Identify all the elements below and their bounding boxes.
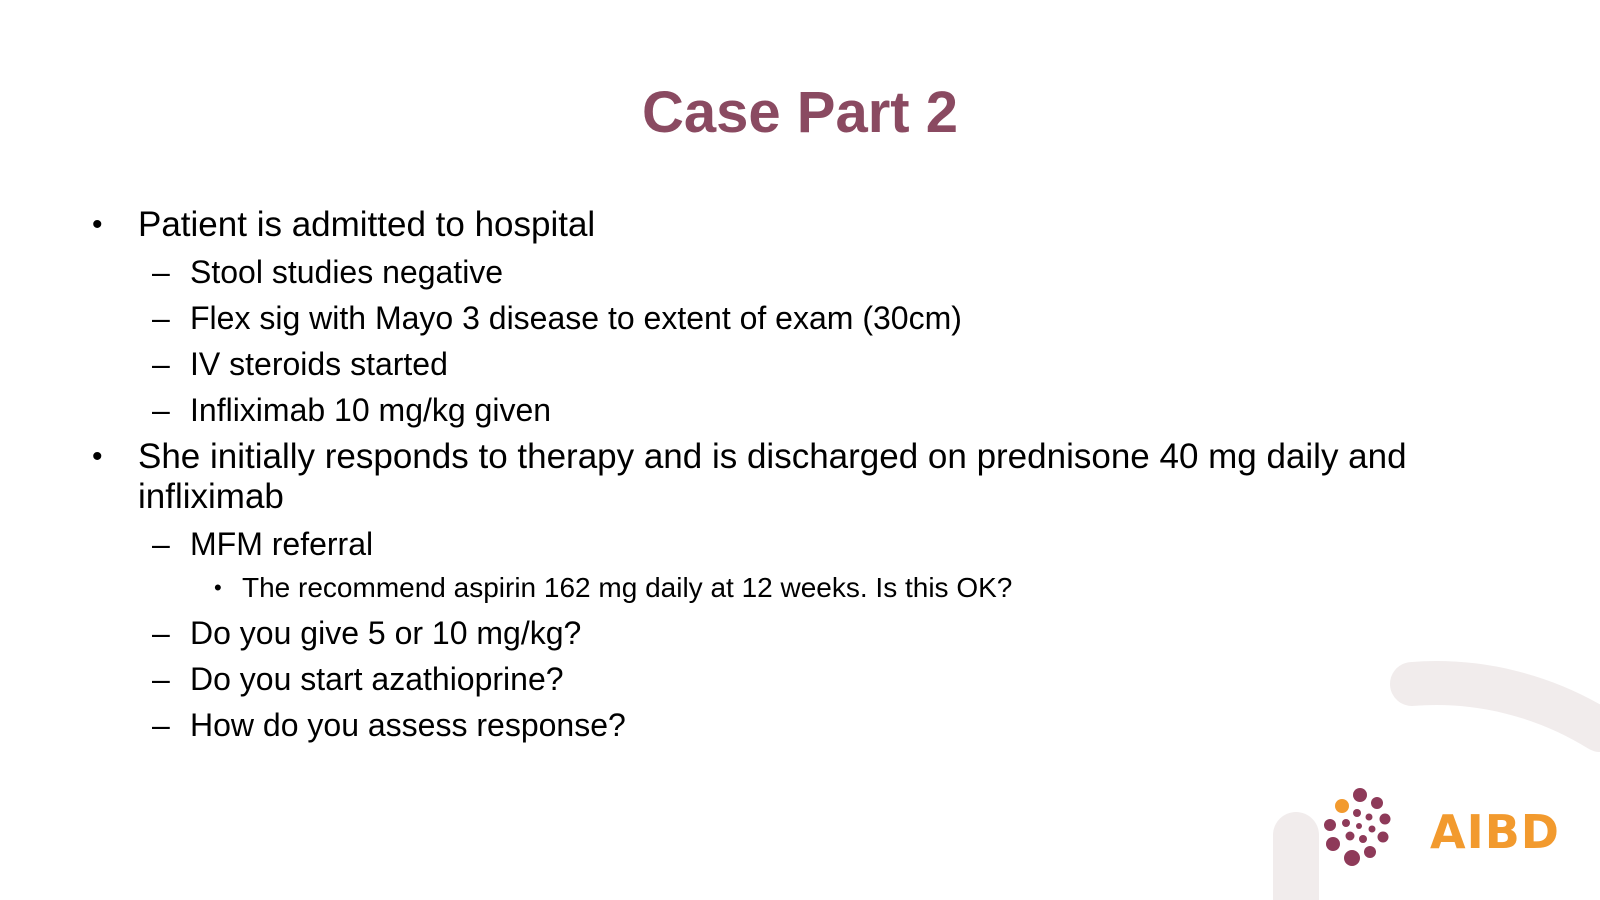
dash-marker: – — [152, 615, 170, 651]
list-item-text: Do you start azathioprine? — [190, 661, 564, 697]
list-item-text: Patient is admitted to hospital — [138, 205, 596, 244]
aibd-logo — [1345, 800, 1585, 880]
dash-marker: – — [152, 254, 170, 290]
list-item — [92, 437, 1512, 517]
bullet-marker: • — [92, 440, 103, 473]
list-item — [92, 299, 1512, 337]
aibd-dots-logo-icon — [1320, 786, 1400, 866]
bullet-marker: • — [214, 575, 222, 600]
dash-marker: – — [152, 392, 170, 428]
dash-marker: – — [152, 300, 170, 336]
list-item-text: How do you assess response? — [190, 707, 626, 743]
list-item — [92, 345, 1512, 383]
list-item — [92, 391, 1512, 429]
dash-marker: – — [152, 526, 170, 562]
logo-text: AIBD — [1430, 805, 1560, 859]
list-item-text: MFM referral — [190, 526, 374, 562]
list-item — [92, 253, 1512, 291]
list-item — [92, 205, 1512, 245]
list-item — [92, 614, 1512, 652]
list-item — [92, 706, 1512, 744]
dash-marker: – — [152, 707, 170, 743]
bullet-list — [92, 205, 1512, 752]
list-item-text: IV steroids started — [190, 346, 448, 382]
list-item-text: Stool studies negative — [190, 254, 504, 290]
list-item-text: She initially responds to therapy and is discharged on prednisone 40 mg daily and infliximab — [138, 437, 1407, 516]
list-item-text: The recommend aspirin 162 mg daily at 12 weeks. Is this OK? — [242, 572, 1013, 603]
slide-title: Case Part 2 — [642, 80, 958, 145]
list-item — [92, 525, 1512, 563]
list-item-text: Infliximab 10 mg/kg given — [190, 392, 552, 428]
list-item — [92, 660, 1512, 698]
bullet-marker: • — [92, 208, 103, 241]
list-item — [92, 571, 1512, 605]
dash-marker: – — [152, 661, 170, 697]
dash-marker: – — [152, 346, 170, 382]
list-item-text: Flex sig with Mayo 3 disease to extent of exam (30cm) — [190, 300, 962, 336]
list-item-text: Do you give 5 or 10 mg/kg? — [190, 615, 582, 651]
